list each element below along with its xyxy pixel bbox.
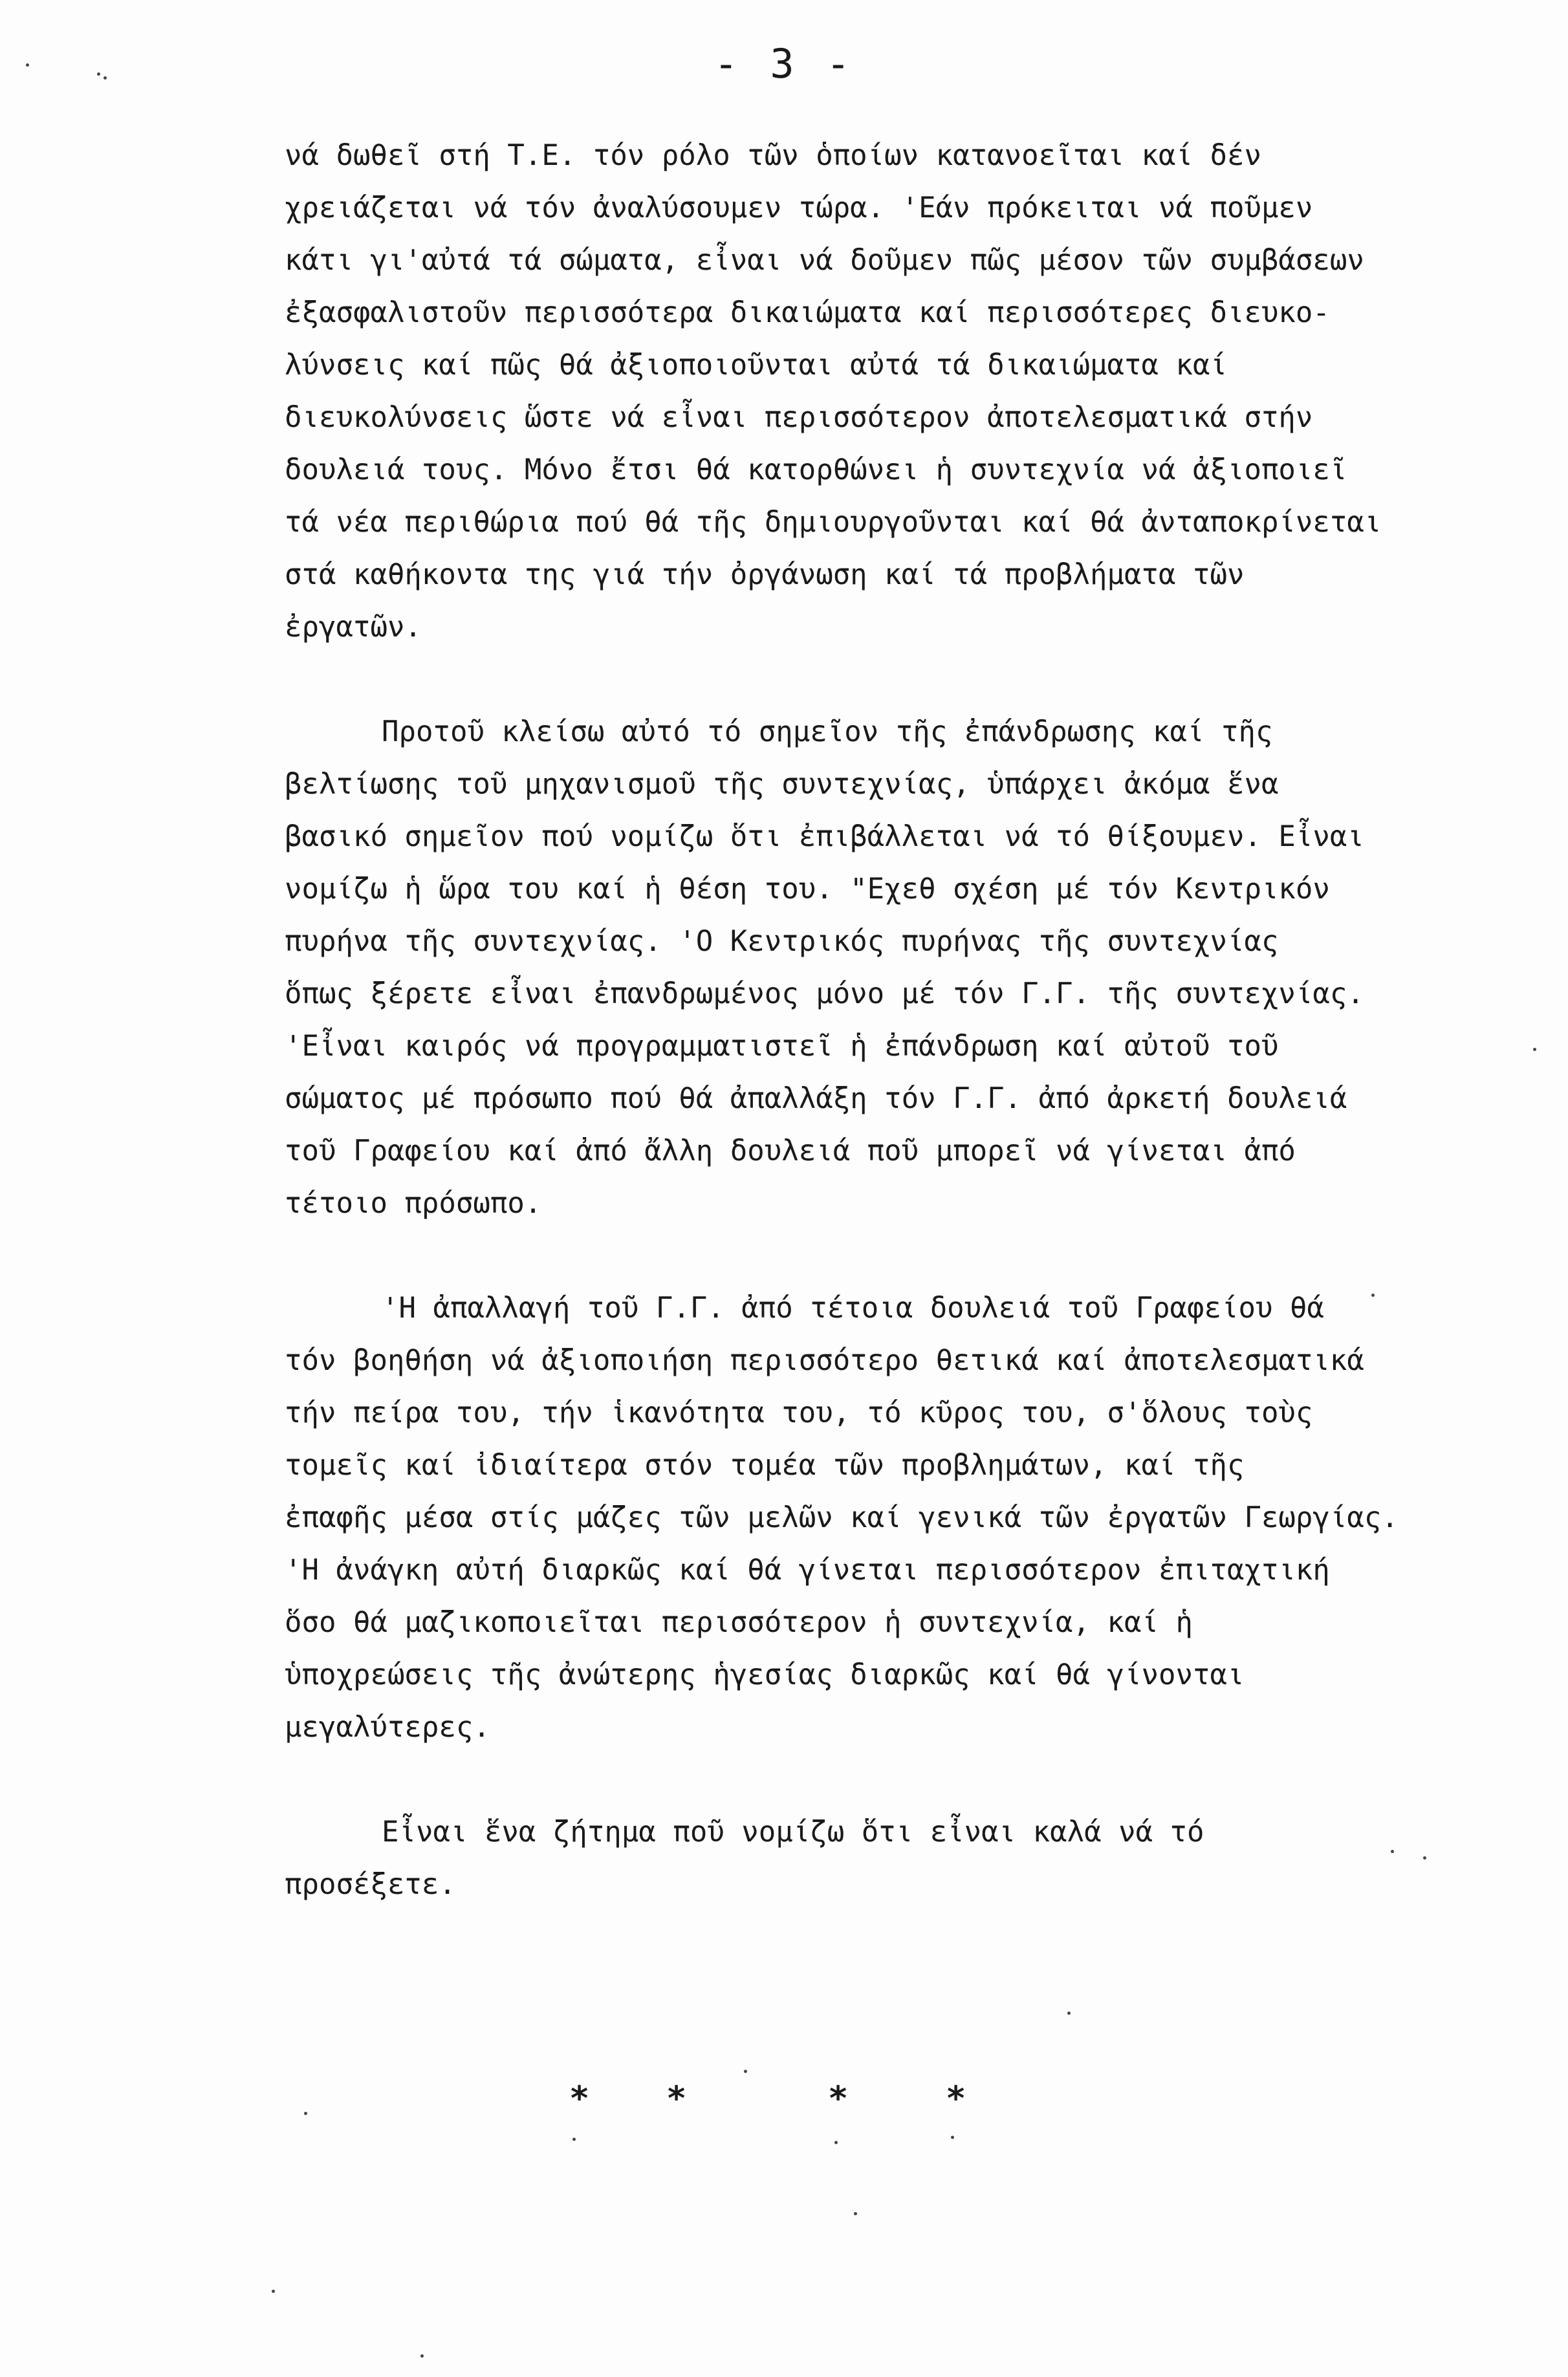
scan-speck: [304, 2112, 307, 2115]
scan-speck: [951, 2136, 954, 2139]
scan-speck: [97, 72, 100, 76]
scan-speck: [1423, 1856, 1426, 1860]
paragraph-4: Εἶναι ἕνα ζήτημα ποῦ νομίζω ὅτι εἶναι καλά νά τό προσέξετε.: [285, 1816, 1204, 1901]
scan-speck: [272, 2290, 275, 2293]
scan-speck: [1391, 1850, 1394, 1853]
scan-speck: [1533, 1048, 1536, 1051]
paragraph-1: νά δωθεῖ στή Τ.Ε. τόν ρόλο τῶν ὁποίων κατανοεῖται καί δέν χρειάζεται νά τόν ἀναλύσουμεν τώρα. 'Εάν πρόκειται νά ποῦμεν κάτι γι'αὐτά τά σώματα, εἶναι νά δοῦμεν πῶς μέσον τῶν συμβάσεων ἐξασφαλιστοῦν περισσότερα δικαιώματα καί περισσότερες διευκο- λύνσεις καί πῶς θά ἀξιοποιοῦνται αὐτά τά δικαιώματα καί διευκολύνσεις ὥστε νά εἶναι περισσότερον ἀποτελεσματικά στήν δουλειά τους. Μόνο ἔτσι θά κατορθώνει ἡ συντεχνία νά ἀξιοποιεῖ τά νέα περιθώρια πού θά τῆς δημιουργοῦνται καί θά ἀνταποκρίνεται στά καθήκοντα της γιά τήν ὀργάνωση καί τά προβλήματα τῶν ἐργατῶν.: [285, 139, 1382, 644]
document-body: [285, 129, 1533, 1911]
scan-speck: [103, 76, 107, 80]
scan-speck: [1067, 2012, 1071, 2015]
separator-asterisk: *: [666, 2079, 687, 2118]
separator-asterisk: *: [828, 2079, 849, 2118]
separator-asterisk: *: [569, 2079, 590, 2118]
scan-speck: [572, 2138, 576, 2141]
separator-asterisk: *: [946, 2079, 966, 2118]
scan-speck: [26, 63, 29, 67]
scan-speck: [420, 2354, 424, 2358]
section-separator: [0, 2079, 1568, 2131]
paragraph-3: 'Η ἀπαλλαγή τοῦ Γ.Γ. ἀπό τέτοια δουλειά τοῦ Γραφείου θά τόν βοηθήση νά ἀξιοποιήση περισσότερο θετικά καί ἀποτελεσματικά τήν πείρα του, τήν ἱκανότητα του, τό κῦρος του, σ'ὅλους τοὺς τομεῖς καί ἰδιαίτερα στόν τομέα τῶν προβλημάτων, καί τῆς ἐπαφῆς μέσα στίς μάζες τῶν μελῶν καί γενικά τῶν ἐργατῶν Γεωργίας. 'Η ἀνάγκη αὐτή διαρκῶς καί θά γίνεται περισσότερον ἐπιταχτική ὅσο θά μαζικοποιεῖται περισσότερον ἡ συντεχνία, καί ἡ ὑποχρεώσεις τῆς ἀνώτερης ἡγεσίας διαρκῶς καί θά γίνονται μεγαλύτερες.: [285, 1292, 1399, 1744]
scan-speck: [854, 2212, 857, 2215]
scan-speck: [1371, 1294, 1375, 1297]
scan-speck: [834, 2141, 838, 2144]
paragraph-2: Προτοῦ κλείσω αὐτό τό σημεῖον τῆς ἐπάνδρωσης καί τῆς βελτίωσης τοῦ μηχανισμοῦ τῆς συντεχνίας, ὑπάρχει ἀκόμα ἕνα βασικό σημεῖον πού νομίζω ὅτι ἐπιβάλλεται νά τό θίξουμεν. Εἶναι νομίζω ἡ ὥρα του καί ἡ θέση του. "Εχεθ σχέση μέ τόν Κεντρικόν πυρήνα τῆς συντεχνίας. 'Ο Κεντρικός πυρήνας τῆς συντεχνίας ὅπως ξέρετε εἶναι ἐπανδρωμένος μόνο μέ τόν Γ.Γ. τῆς συντεχνίας. 'Εἶναι καιρός νά προγραμματιστεῖ ἡ ἐπάνδρωση καί αὐτοῦ τοῦ σώματος μέ πρόσωπο πού θά ἀπαλλάξη τόν Γ.Γ. ἀπό ἀρκετή δουλειά τοῦ Γραφείου καί ἀπό ἄλλη δουλειά ποῦ μπορεῖ νά γίνεται ἀπό τέτοιο πρόσωπο.: [285, 715, 1364, 1220]
scan-speck: [744, 2070, 747, 2073]
page-number: - 3 -: [713, 40, 855, 87]
